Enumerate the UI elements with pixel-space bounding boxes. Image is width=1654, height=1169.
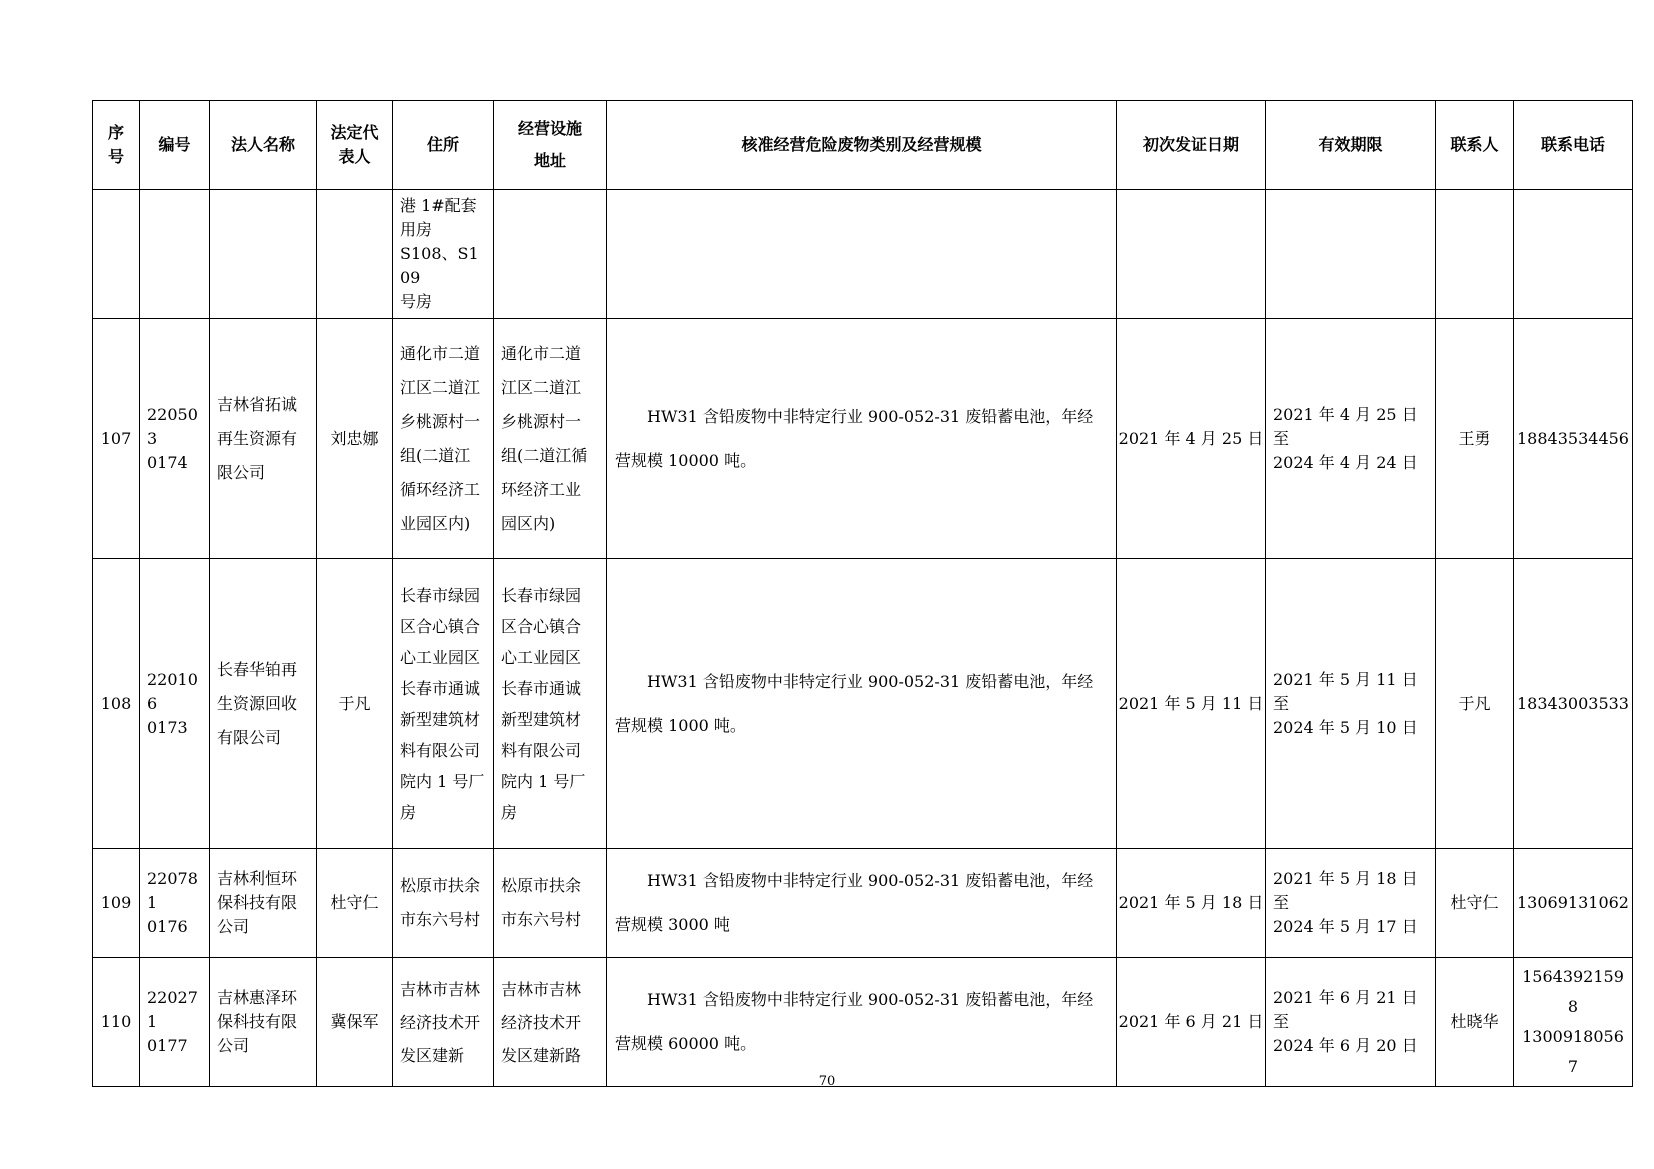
cell-name (210, 190, 317, 319)
cell-address: 港 1#配套 用房 S108、S109 号房 (400, 196, 479, 311)
cell-code: 220781 0176 (147, 869, 198, 936)
cell-address: 吉林市吉林 经济技术开 发区建新 (400, 979, 481, 1065)
cell-validity: 2021 年 4 月 25 日至 2024 年 4 月 24 日 (1273, 404, 1418, 472)
cell-facility: 吉林市吉林 经济技术开 发区建新路 (501, 979, 582, 1065)
cell-scope: HW31 含铅废物中非特定行业 900-052-31 废铅蓄电池，年经营规模 1000 吨。 (615, 671, 1094, 735)
cell-code: 220503 0174 (147, 404, 198, 472)
col-header-facility: 经营设施 地址 (494, 101, 607, 190)
cell-facility: 长春市绿园 区合心镇合 心工业园区 长春市通诚 新型建筑材 料有限公司 院内 1 号厂 房 (501, 585, 586, 822)
cell-phone: 13069131062 (1514, 849, 1633, 958)
col-header-scope: 核准经营危险废物类别及经营规模 (607, 101, 1117, 190)
cell-scope: HW31 含铅废物中非特定行业 900-052-31 废铅蓄电池，年经营规模 10000 吨。 (615, 406, 1094, 470)
cell-phone: 18843534456 (1514, 319, 1633, 559)
cell-first-date (1117, 190, 1266, 319)
cell-contact: 王勇 (1436, 319, 1514, 559)
table-row (93, 319, 1633, 559)
cell-phone: 15643921598 13009180567 (1522, 967, 1624, 1076)
cell-contact: 杜晓华 (1436, 958, 1514, 1087)
cell-facility (494, 190, 607, 319)
col-header-seq: 序 号 (93, 101, 140, 190)
col-header-rep: 法定代 表人 (317, 101, 393, 190)
col-header-first-date: 初次发证日期 (1117, 101, 1266, 190)
header-row (93, 101, 1633, 190)
cell-address: 松原市扶余 市东六号村 (400, 876, 481, 929)
cell-contact (1436, 190, 1514, 319)
col-header-phone: 联系电话 (1514, 101, 1633, 190)
cell-rep: 刘忠娜 (317, 319, 393, 559)
cell-code (140, 190, 210, 319)
cell-name: 吉林惠泽环 保科技有限 公司 (217, 988, 298, 1055)
col-header-name: 法人名称 (210, 101, 317, 190)
col-header-address: 住所 (393, 101, 494, 190)
cell-seq: 107 (93, 319, 140, 559)
cell-seq: 108 (93, 559, 140, 849)
cell-first-date: 2021 年 4 月 25 日 (1117, 319, 1266, 559)
cell-validity: 2021 年 6 月 21 日至 2024 年 6 月 20 日 (1273, 988, 1418, 1055)
cell-validity: 2021 年 5 月 11 日至 2024 年 5 月 10 日 (1273, 669, 1418, 737)
cell-rep: 于凡 (317, 559, 393, 849)
cell-facility: 通化市二道 江区二道江 乡桃源村一 组(二道江循 环经济工业 园区内) (501, 343, 588, 533)
cell-scope: HW31 含铅废物中非特定行业 900-052-31 废铅蓄电池，年经营规模 3000 吨 (615, 871, 1094, 934)
table-row (93, 958, 1633, 1087)
cell-first-date: 2021 年 5 月 11 日 (1117, 559, 1266, 849)
cell-seq: 110 (93, 958, 140, 1087)
cell-seq: 109 (93, 849, 140, 958)
cell-rep: 杜守仁 (317, 849, 393, 958)
cell-contact: 杜守仁 (1436, 849, 1514, 958)
cell-scope (607, 190, 1117, 319)
col-header-code: 编号 (140, 101, 210, 190)
cell-rep: 冀保军 (317, 958, 393, 1087)
cell-first-date: 2021 年 5 月 18 日 (1117, 849, 1266, 958)
col-header-validity: 有效期限 (1266, 101, 1436, 190)
cell-facility: 松原市扶余 市东六号村 (501, 876, 582, 929)
table-row (93, 559, 1633, 849)
cell-address: 通化市二道 江区二道江 乡桃源村一 组(二道江 循环经济工 业园区内) (400, 343, 481, 533)
cell-phone: 18343003533 (1514, 559, 1633, 849)
cell-contact: 于凡 (1436, 559, 1514, 849)
cell-first-date: 2021 年 6 月 21 日 (1117, 958, 1266, 1087)
cell-scope: HW31 含铅废物中非特定行业 900-052-31 废铅蓄电池，年经营规模 60000 吨。 (615, 990, 1094, 1053)
table-row (93, 849, 1633, 958)
cell-rep (317, 190, 393, 319)
table-row (93, 190, 1633, 319)
cell-name: 吉林利恒环 保科技有限 公司 (217, 869, 298, 936)
cell-name: 吉林省拓诚 再生资源有 限公司 (217, 394, 298, 482)
cell-address: 长春市绿园 区合心镇合 心工业园区 长春市通诚 新型建筑材 料有限公司 院内 1 号厂 房 (400, 585, 485, 822)
cell-phone (1514, 190, 1633, 319)
page-number: 70 (818, 1074, 836, 1089)
cell-seq (93, 190, 140, 319)
col-header-contact: 联系人 (1436, 101, 1514, 190)
cell-code: 220271 0177 (147, 988, 198, 1055)
cell-name: 长春华铂再 生资源回收 有限公司 (217, 659, 298, 747)
cell-validity: 2021 年 5 月 18 日至 2024 年 5 月 17 日 (1273, 869, 1418, 936)
cell-code: 220106 0173 (147, 669, 198, 737)
permit-table (92, 100, 1633, 1087)
cell-validity (1266, 190, 1436, 319)
